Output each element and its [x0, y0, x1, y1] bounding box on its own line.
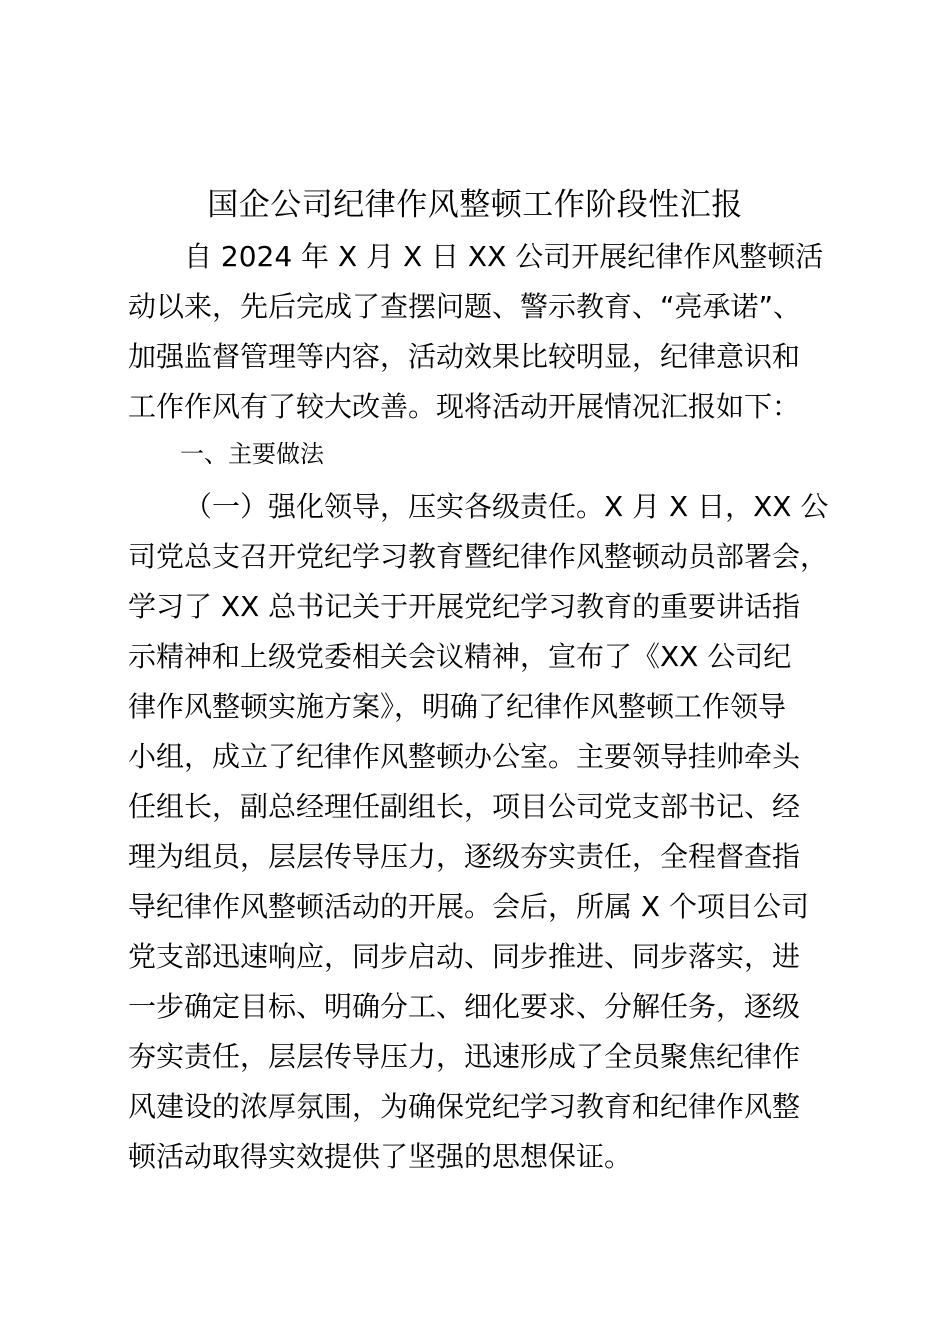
paragraph-line-5: 律作风整顿实施方案》，明确了纪律作风整顿工作领导: [128, 690, 787, 723]
paragraph-line-8: 理为组员，层层传导压力，逐级夯实责任，全程督查指: [128, 840, 801, 873]
paragraph-line-4: 示精神和上级党委相关会议精神，宣布了《XX 公司纪: [128, 640, 792, 673]
intro-line-2: 动以来，先后完成了查摆问题、警示教育、“亮承诺”、: [128, 290, 802, 323]
paragraph-line-12: 夯实责任，层层传导压力，迅速形成了全员聚焦纪律作: [128, 1040, 801, 1073]
section-heading: 一、主要做法: [180, 440, 324, 468]
paragraph-line-11: 一步确定目标、明确分工、细化要求、分解任务，逐级: [128, 990, 801, 1023]
intro-line-4: 工作作风有了较大改善。现将活动开展情况汇报如下：: [128, 390, 801, 423]
intro-line-1: 自 2024 年 X 月 X 日 XX 公司开展纪律作风整顿活: [184, 240, 824, 273]
paragraph-line-3: 学习了 XX 总书记关于开展党纪学习教育的重要讲话指: [128, 590, 801, 623]
paragraph-line-7: 任组长，副总经理任副组长，项目公司党支部书记、经: [128, 790, 801, 823]
paragraph-line-10: 党支部迅速响应，同步启动、同步推进、同步落实，进: [128, 940, 801, 973]
paragraph-line-14: 顿活动取得实效提供了坚强的思想保证。: [128, 1140, 633, 1173]
paragraph-line-1: （一）强化领导，压实各级责任。X 月 X 日，XX 公: [184, 490, 829, 523]
document-title: 国企公司纪律作风整顿工作阶段性汇报: [207, 187, 743, 223]
paragraph-line-2: 司党总支召开党纪学习教育暨纪律作风整顿动员部署会，: [128, 540, 829, 573]
intro-line-3: 加强监督管理等内容，活动效果比较明显，纪律意识和: [128, 340, 801, 373]
paragraph-line-13: 风建设的浓厚氛围，为确保党纪学习教育和纪律作风整: [128, 1090, 801, 1123]
paragraph-line-6: 小组，成立了纪律作风整顿办公室。主要领导挂帅牵头: [128, 740, 801, 773]
paragraph-line-9: 导纪律作风整顿活动的开展。会后，所属 X 个项目公司: [128, 890, 809, 923]
